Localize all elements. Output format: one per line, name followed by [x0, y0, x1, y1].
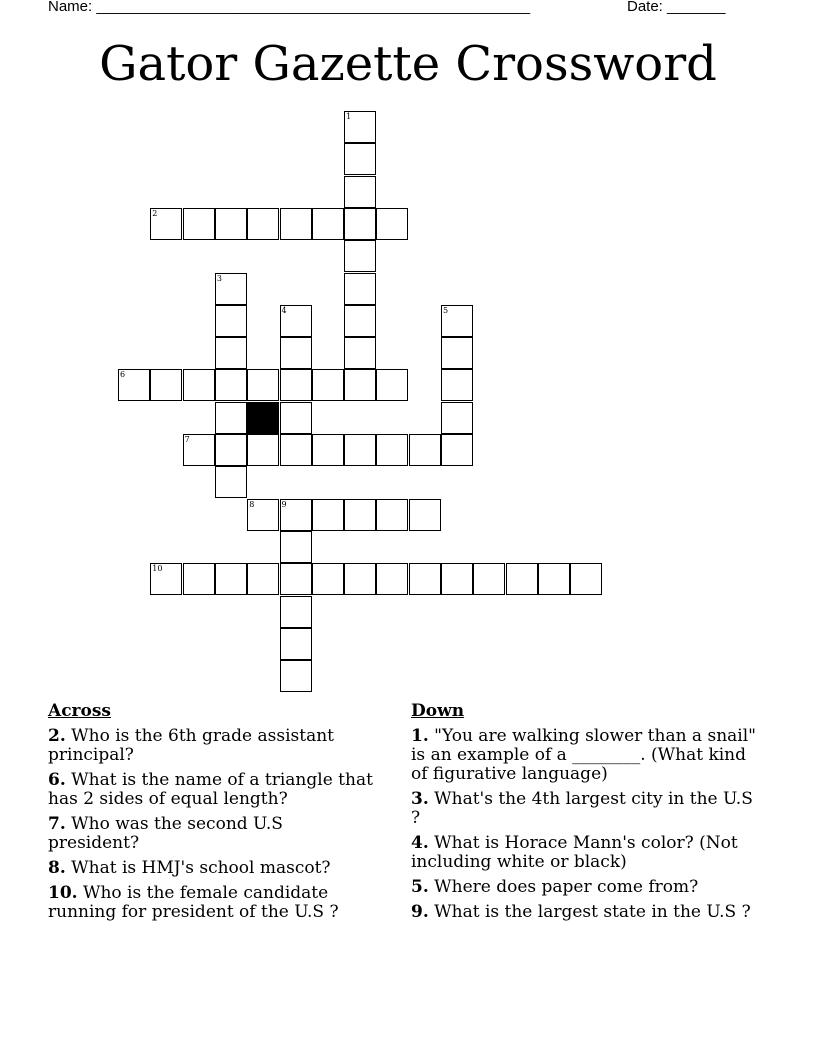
crossword-cell[interactable] [280, 563, 312, 595]
crossword-cell[interactable] [441, 305, 473, 337]
date-label[interactable]: Date: _______ [627, 0, 726, 15]
crossword-cell[interactable] [538, 563, 570, 595]
clue-number: 2. [48, 726, 66, 746]
clue-text: What is Horace Mann's color? (Not including white or black) [411, 833, 738, 872]
crossword-cell[interactable] [280, 434, 312, 466]
crossword-cell[interactable] [441, 369, 473, 401]
across-clues [48, 702, 378, 928]
crossword-cell[interactable] [376, 499, 408, 531]
clue-text: Who is the 6th grade assistant principal? [48, 726, 335, 765]
clue-across [48, 859, 378, 878]
clue-number: 8. [48, 858, 66, 878]
crossword-cell[interactable] [344, 240, 376, 272]
crossword-cell[interactable] [215, 273, 247, 305]
crossword-cell[interactable] [280, 499, 312, 531]
clue-number: 6. [48, 770, 66, 790]
crossword-cell[interactable] [280, 596, 312, 628]
crossword-cell[interactable] [280, 337, 312, 369]
crossword-cell[interactable] [215, 337, 247, 369]
cell-number: 4 [281, 305, 287, 315]
clue-text: What is the name of a triangle that has 2 sides of equal length? [48, 770, 373, 809]
cell-number: 7 [184, 435, 190, 444]
crossword-cell[interactable] [312, 499, 344, 531]
crossword-cell[interactable] [441, 434, 473, 466]
crossword-cell[interactable] [312, 563, 344, 595]
crossword-cell[interactable] [215, 305, 247, 337]
cell-number: 9 [281, 499, 287, 509]
cell-number: 1 [346, 112, 352, 121]
name-label[interactable]: Name: ____________________________________________________ [48, 0, 531, 15]
crossword-cell[interactable] [280, 208, 312, 240]
crossword-cell[interactable] [441, 563, 473, 595]
clue-number: 1. [411, 726, 429, 746]
clue-down [411, 790, 761, 828]
cell-number: 5 [443, 305, 449, 315]
crossword-cell[interactable] [344, 499, 376, 531]
crossword-cell[interactable] [344, 337, 376, 369]
crossword-cell[interactable] [344, 434, 376, 466]
crossword-cell[interactable] [344, 369, 376, 401]
crossword-cell[interactable] [344, 143, 376, 175]
crossword-cell[interactable] [118, 369, 150, 401]
crossword-cell[interactable] [215, 402, 247, 434]
clue-down [411, 834, 761, 872]
crossword-cell[interactable] [280, 531, 312, 563]
clue-number: 4. [411, 833, 429, 853]
clue-number: 3. [411, 789, 429, 809]
crossword-cell[interactable] [409, 563, 441, 595]
crossword-cell[interactable] [247, 563, 279, 595]
clue-down [411, 903, 761, 922]
cell-number: 3 [216, 273, 222, 283]
crossword-cell[interactable] [441, 337, 473, 369]
clue-across [48, 727, 378, 765]
crossword-cell[interactable] [570, 563, 602, 595]
clue-number: 9. [411, 902, 429, 922]
crossword-cell[interactable] [344, 273, 376, 305]
crossword-cell[interactable] [280, 628, 312, 660]
crossword-cell[interactable] [215, 563, 247, 595]
crossword-cell[interactable] [183, 369, 215, 401]
clue-text: Who is the female candidate running for president of the U.S ? [48, 883, 339, 922]
cell-number: 8 [249, 499, 255, 509]
crossword-cell[interactable] [312, 208, 344, 240]
clue-text: Who was the second U.S president? [48, 814, 283, 853]
crossword-cell[interactable] [473, 563, 505, 595]
crossword-cell[interactable] [280, 305, 312, 337]
across-heading: Across [48, 701, 111, 721]
cell-number: 6 [120, 370, 126, 380]
crossword-cell[interactable] [183, 434, 215, 466]
clue-down [411, 727, 761, 784]
crossword-cell[interactable] [506, 563, 538, 595]
crossword-cell[interactable] [215, 434, 247, 466]
clue-text: What's the 4th largest city in the U.S ? [411, 789, 753, 828]
page-title: Gator Gazette Crossword [99, 36, 717, 92]
crossword-cell[interactable] [247, 499, 279, 531]
crossword-cell[interactable] [409, 499, 441, 531]
cell-number: 10 [152, 564, 163, 574]
crossword-cell[interactable] [150, 563, 182, 595]
down-heading: Down [411, 701, 465, 721]
clue-across [48, 771, 378, 809]
clue-across [48, 884, 378, 922]
crossword-cell[interactable] [344, 305, 376, 337]
crossword-cell[interactable] [376, 208, 408, 240]
clue-text: What is HMJ's school mascot? [71, 858, 331, 878]
cell-number: 2 [152, 208, 158, 218]
crossword-cell[interactable] [312, 369, 344, 401]
clue-number: 7. [48, 814, 66, 834]
clue-text: "You are walking slower than a snail" is an example of a ________. (What kind of figurative language) [411, 726, 756, 784]
crossword-cell[interactable] [183, 208, 215, 240]
crossword-cell[interactable] [183, 563, 215, 595]
crossword-cell[interactable] [376, 563, 408, 595]
clue-down [411, 878, 761, 897]
clue-number: 10. [48, 883, 78, 903]
clue-text: What is the largest state in the U.S ? [434, 902, 751, 922]
clue-text: Where does paper come from? [434, 877, 699, 897]
crossword-cell[interactable] [247, 208, 279, 240]
crossword-cell[interactable] [247, 369, 279, 401]
crossword-cell[interactable] [344, 208, 376, 240]
crossword-cell[interactable] [150, 369, 182, 401]
crossword-cell[interactable] [441, 402, 473, 434]
crossword-cell[interactable] [376, 369, 408, 401]
clue-number: 5. [411, 877, 429, 897]
crossword-cell[interactable] [376, 434, 408, 466]
crossword-cell[interactable] [150, 208, 182, 240]
down-clues [411, 702, 761, 928]
crossword-cell[interactable] [215, 369, 247, 401]
crossword-cell[interactable] [247, 434, 279, 466]
crossword-cell[interactable] [344, 111, 376, 143]
crossword-cell[interactable] [280, 402, 312, 434]
clue-across [48, 815, 378, 853]
crossword-black-cell [247, 402, 279, 434]
crossword-cell[interactable] [344, 563, 376, 595]
crossword-cell[interactable] [215, 208, 247, 240]
crossword-cell[interactable] [280, 369, 312, 401]
crossword-cell[interactable] [215, 466, 247, 498]
name-date-line [48, 0, 748, 18]
crossword-cell[interactable] [312, 434, 344, 466]
crossword-cell[interactable] [280, 660, 312, 692]
crossword-cell[interactable] [344, 176, 376, 208]
crossword-cell[interactable] [409, 434, 441, 466]
